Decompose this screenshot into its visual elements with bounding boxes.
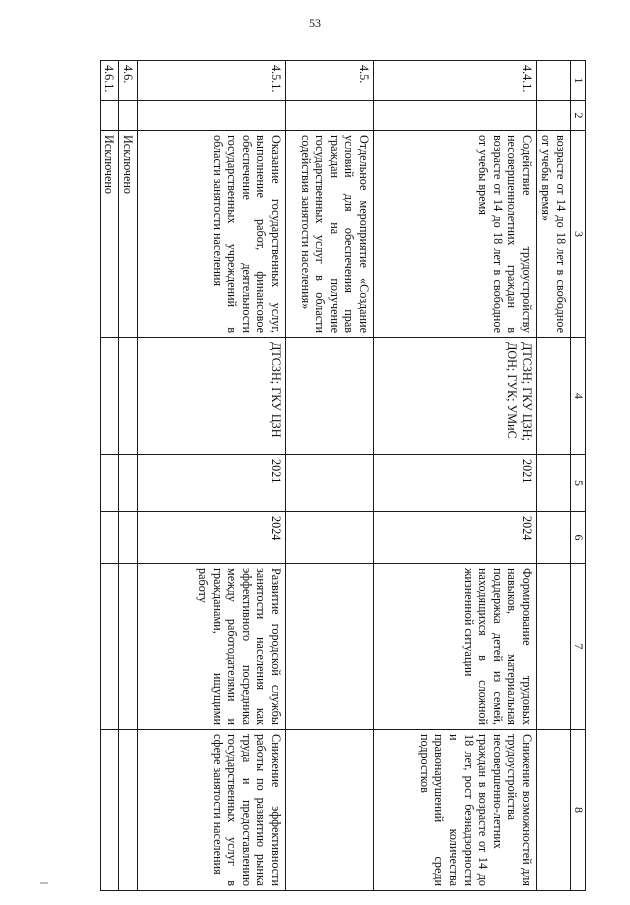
executors-cell xyxy=(119,338,138,455)
consequences-cell xyxy=(100,730,119,891)
scan-artifact xyxy=(40,882,48,884)
row-col2-cell xyxy=(119,101,138,131)
expected-result-cell xyxy=(100,564,119,730)
header-cell: 5 xyxy=(571,455,586,512)
header-cell: 2 xyxy=(571,101,586,131)
end-year-cell xyxy=(286,512,374,564)
start-year-cell xyxy=(286,455,374,512)
measure-name-cell: Исключено xyxy=(119,131,138,338)
end-year-cell xyxy=(119,512,138,564)
start-year-cell xyxy=(100,455,119,512)
page-number: 53 xyxy=(309,16,321,30)
header-cell: 1 xyxy=(571,61,586,101)
measure-name-cell: Исключено xyxy=(100,131,119,338)
measure-name-cell: Оказание государственных услуг, выполнение работ, финансовое обеспечение деятельности государственных учреждений в области занятости населения xyxy=(138,131,286,338)
row-number-cell: 4.5.1. xyxy=(138,61,286,101)
row-col2-cell xyxy=(138,101,286,131)
header-row xyxy=(571,61,586,891)
start-year-cell xyxy=(537,455,571,512)
header-cell: 8 xyxy=(571,730,586,891)
start-year-cell xyxy=(119,455,138,512)
measures-table xyxy=(100,60,586,891)
executors-cell xyxy=(286,338,374,455)
end-year-cell: 2024 xyxy=(374,512,537,564)
row-number-cell: 4.6.1. xyxy=(100,61,119,101)
executors-cell xyxy=(537,338,571,455)
consequences-cell: Снижение эффективности работы по развитию рынка труда и предоставлению государственных услуг в сфере занятости населения xyxy=(138,730,286,891)
measure-name-cell: Содействие трудоустройству несовершеннолетних граждан в возрасте от 14 до 18 лет в свободное от учебы время xyxy=(374,131,537,338)
executors-cell: ДТСЗН; ГКУ ЦЗН xyxy=(138,338,286,455)
expected-result-cell: Развитие городской службы занятости населения как эффективного посредника между работодателями и гражданами, ищущими работу xyxy=(138,564,286,730)
table-row xyxy=(286,61,374,891)
table-row xyxy=(119,61,138,891)
row-col2-cell xyxy=(286,101,374,131)
consequences-cell xyxy=(286,730,374,891)
rotated-table-wrapper xyxy=(102,60,586,890)
start-year-cell: 2021 xyxy=(138,455,286,512)
consequences-cell: Снижение возможностей для трудоустройства несовершенно-летних граждан в возрасте от 14 до 18 лет, рост безнадзорности и количества правонарушений среди подростков xyxy=(374,730,537,891)
header-cell: 3 xyxy=(571,131,586,338)
row-number-cell: 4.4.1. xyxy=(374,61,537,101)
row-col2-cell xyxy=(537,101,571,131)
end-year-cell xyxy=(100,512,119,564)
consequences-cell xyxy=(537,730,571,891)
start-year-cell: 2021 xyxy=(374,455,537,512)
row-col2-cell xyxy=(100,101,119,131)
header-cell: 7 xyxy=(571,564,586,730)
row-number-cell: 4.5. xyxy=(286,61,374,101)
end-year-cell: 2024 xyxy=(138,512,286,564)
header-cell: 6 xyxy=(571,512,586,564)
header-cell: 4 xyxy=(571,338,586,455)
table-row xyxy=(537,61,571,891)
table-row xyxy=(100,61,119,891)
measure-name-cell: возрасте от 14 до 18 лет в свободное от учебы время» xyxy=(537,131,571,338)
row-number-cell: 4.6. xyxy=(119,61,138,101)
executors-cell: ДТСЗН; ГКУ ЦЗН; ДОН; ГУК; УМиС xyxy=(374,338,537,455)
expected-result-cell xyxy=(537,564,571,730)
row-number-cell xyxy=(537,61,571,101)
expected-result-cell xyxy=(286,564,374,730)
expected-result-cell xyxy=(119,564,138,730)
expected-result-cell: Формирование трудовых навыков, материальная поддержка детей из семей, находящихся в сложной жизненной ситуации xyxy=(374,564,537,730)
table-row xyxy=(138,61,286,891)
end-year-cell xyxy=(537,512,571,564)
row-col2-cell xyxy=(374,101,537,131)
executors-cell xyxy=(100,338,119,455)
table-row xyxy=(374,61,537,891)
consequences-cell xyxy=(119,730,138,891)
measure-name-cell: Отдельное мероприятие «Создание условий для обеспечения прав граждан на получение государственных услуг в области содействия занятости населения» xyxy=(286,131,374,338)
